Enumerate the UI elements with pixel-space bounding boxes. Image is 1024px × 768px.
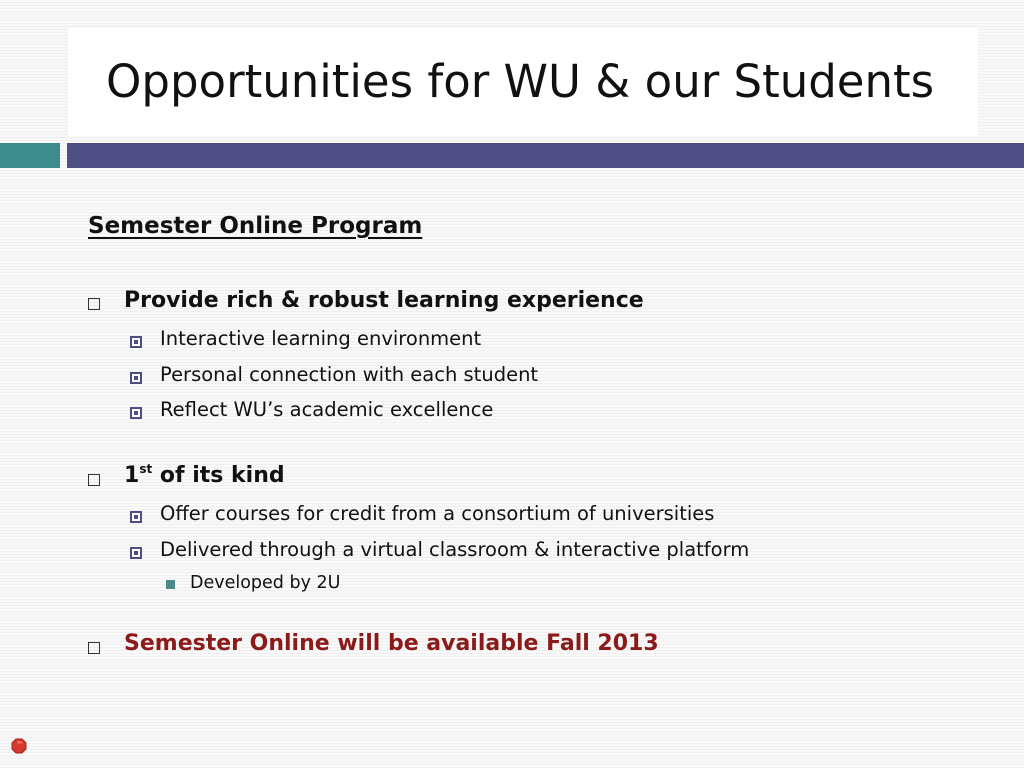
sub-bullet-text: Delivered through a virtual classroom & interactive platform bbox=[160, 538, 750, 561]
slide-title: Opportunities for WU & our Students bbox=[106, 55, 935, 108]
square-sub-bullet-icon bbox=[130, 407, 142, 419]
filled-square-bullet-icon bbox=[166, 580, 175, 589]
accent-bar-teal bbox=[0, 143, 60, 168]
square-bullet-icon bbox=[88, 298, 100, 310]
accent-bar-purple bbox=[67, 143, 1024, 168]
square-bullet-icon bbox=[88, 474, 100, 486]
square-sub-bullet-icon bbox=[130, 336, 142, 348]
bullet-text: Provide rich & robust learning experience bbox=[124, 288, 644, 313]
sub-bullet-text: Offer courses for credit from a consortium of universities bbox=[160, 502, 715, 525]
sub-bullet-text: Reflect WU’s academic excellence bbox=[160, 398, 494, 421]
section-subheading: Semester Online Program bbox=[88, 213, 423, 239]
red-hexagon-icon[interactable] bbox=[11, 738, 27, 754]
bullet-text-1st-of-its-kind bbox=[124, 463, 285, 488]
sub-bullet-text: Interactive learning environment bbox=[160, 327, 482, 350]
sub-bullet-text: Personal connection with each student bbox=[160, 363, 539, 386]
ordinal-number: 1 bbox=[124, 463, 140, 488]
square-sub-bullet-icon bbox=[130, 547, 142, 559]
square-sub-bullet-icon bbox=[130, 372, 142, 384]
bullet-text: of its kind bbox=[152, 463, 285, 488]
square-bullet-icon bbox=[88, 642, 100, 654]
ordinal-suffix: st bbox=[139, 462, 153, 476]
highlight-bullet-text: Semester Online will be available Fall 2013 bbox=[124, 631, 659, 656]
sub-sub-bullet-text: Developed by 2U bbox=[190, 573, 341, 593]
square-sub-bullet-icon bbox=[130, 511, 142, 523]
